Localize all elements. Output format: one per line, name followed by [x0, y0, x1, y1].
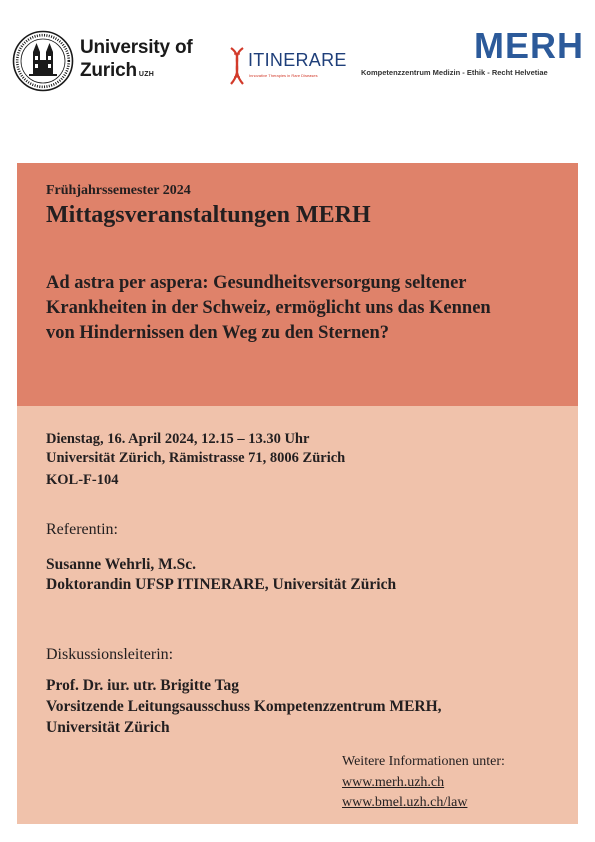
uzh-seal-icon [12, 30, 74, 92]
uzh-logo-line2 [80, 59, 193, 82]
event-series-title: Mittagsveranstaltungen MERH [46, 202, 371, 228]
uzh-logo-sup: UZH [138, 71, 155, 78]
event-topic [46, 271, 566, 346]
speaker-name: Susanne Wehrli, M.Sc. [46, 556, 197, 573]
bmel-website-link[interactable]: www.bmel.uzh.ch/law [342, 795, 468, 810]
uzh-logo-line1: University of [80, 37, 193, 58]
merh-website-link[interactable]: www.merh.uzh.ch [342, 775, 445, 790]
merh-tagline: Kompetenzzentrum Medizin - Ethik - Recht Helvetiae [361, 68, 548, 77]
moderator-name: Prof. Dr. iur. utr. Brigitte Tag [46, 677, 240, 694]
dna-helix-icon [225, 46, 249, 86]
merh-logo-text: MERH [474, 25, 584, 66]
more-info-label: Weitere Informationen unter: [342, 754, 505, 769]
moderator-role-line2: Universität Zürich [46, 719, 170, 736]
speaker-role: Doktorandin UFSP ITINERARE, Universität Zürich [46, 576, 397, 593]
uzh-logo-text [80, 36, 193, 82]
itinerare-logo-text: ITINERARE [248, 50, 347, 70]
event-room: KOL-F-104 [46, 472, 119, 488]
topic-line: Krankheiten in der Schweiz, ermöglicht uns das Kennen [46, 298, 491, 318]
event-date: Dienstag, 16. April 2024, 12.15 – 13.30 Uhr [46, 431, 310, 447]
moderator-role-line1: Vorsitzende Leitungsausschuss Kompetenzzentrum MERH, [46, 698, 442, 715]
uzh-logo-zurich: Zurich [80, 60, 137, 81]
semester-label: Frühjahrssemester 2024 [46, 183, 191, 198]
topic-line: von Hindernissen den Weg zu den Sternen? [46, 323, 389, 343]
moderator-label: Diskussionsleiterin: [46, 646, 174, 663]
speaker-label: Referentin: [46, 521, 118, 538]
itinerare-tagline: Innovative Therapies in Rare Diseases [249, 73, 318, 78]
topic-line: Ad astra per aspera: Gesundheitsversorgung seltener [46, 273, 467, 293]
event-location: Universität Zürich, Rämistrasse 71, 8006 Zürich [46, 450, 346, 466]
